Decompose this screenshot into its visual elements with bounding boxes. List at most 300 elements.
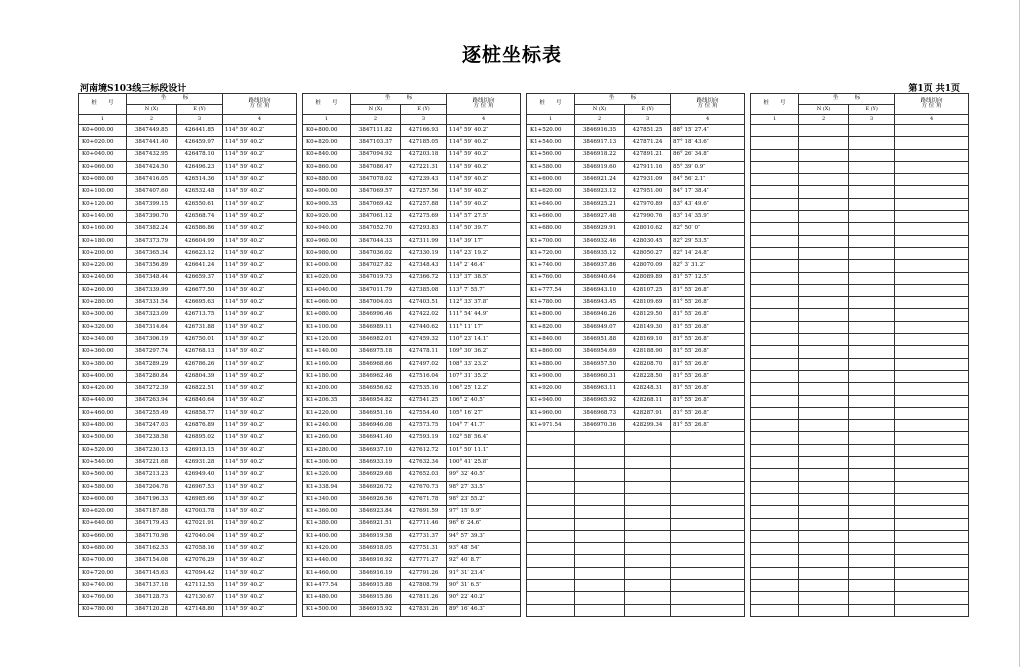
cell-station: K1+840.00 — [527, 334, 575, 346]
cell-station: K1+971.54 — [527, 420, 575, 432]
table-row — [79, 297, 297, 309]
cell-station: K1+338.94 — [303, 481, 351, 493]
cell-station: K1+000.00 — [303, 260, 351, 272]
cell-e: 428287.91 — [625, 407, 671, 419]
table-row — [303, 420, 521, 432]
table-row — [527, 321, 745, 333]
table-row — [751, 321, 969, 333]
cell-e: 427632.34 — [401, 457, 447, 469]
header-index: 3 — [849, 115, 895, 125]
cell-station — [751, 223, 799, 235]
cell-e: 426985.66 — [177, 493, 223, 505]
cell-station: K0+740.00 — [79, 579, 127, 591]
cell-n — [575, 457, 625, 469]
cell-n: 3847052.70 — [351, 223, 401, 235]
cell-station: K0+660.00 — [79, 530, 127, 542]
cell-n: 3846956.62 — [351, 383, 401, 395]
cell-n: 3847238.58 — [127, 432, 177, 444]
cell-station: K0+940.00 — [303, 223, 351, 235]
cell-azimuth: 114° 59′ 40.2″ — [223, 235, 297, 247]
cell-azimuth: 83° 43′ 49.6″ — [671, 198, 745, 210]
header-index: 2 — [351, 115, 401, 125]
cell-station: K0+840.00 — [303, 149, 351, 161]
table-row — [79, 272, 297, 284]
table-row — [751, 457, 969, 469]
cell-e: 427166.93 — [401, 125, 447, 137]
cell-azimuth: 98° 27′ 33.5″ — [447, 481, 521, 493]
cell-station: K0+540.00 — [79, 457, 127, 469]
table-row — [527, 346, 745, 358]
table-row — [303, 370, 521, 382]
cell-e: 427003.78 — [177, 506, 223, 518]
cell-azimuth: 81° 55′ 26.8″ — [671, 321, 745, 333]
cell-n — [799, 592, 849, 604]
cell-azimuth: 114° 39′ 17″ — [447, 235, 521, 247]
cell-station: K1+200.00 — [303, 383, 351, 395]
cell-station: K0+200.00 — [79, 247, 127, 259]
cell-n: 3847061.12 — [351, 211, 401, 223]
cell-azimuth — [895, 358, 969, 370]
cell-n: 3846975.18 — [351, 346, 401, 358]
header-station: 桩 号 — [751, 94, 799, 115]
cell-n — [799, 604, 849, 616]
cell-station: K1+500.00 — [303, 604, 351, 616]
cell-n: 3846932.46 — [575, 235, 625, 247]
cell-n — [799, 395, 849, 407]
cell-e: 428188.90 — [625, 346, 671, 358]
cell-station: K1+060.00 — [303, 297, 351, 309]
cell-n: 3847221.68 — [127, 457, 177, 469]
cell-e: 427221.31 — [401, 161, 447, 173]
header-e: E (Y) — [177, 105, 223, 115]
cell-e: 427040.04 — [177, 530, 223, 542]
cell-station: K1+620.00 — [527, 186, 575, 198]
cell-n: 3847019.73 — [351, 272, 401, 284]
table-row — [751, 370, 969, 382]
cell-e: 427311.99 — [401, 235, 447, 247]
cell-station — [751, 174, 799, 186]
cell-n: 3847407.60 — [127, 186, 177, 198]
cell-station: K0+280.00 — [79, 297, 127, 309]
table-row — [79, 579, 297, 591]
cell-station: K0+160.00 — [79, 223, 127, 235]
cell-station: K0+000.00 — [79, 125, 127, 137]
cell-station: K1+120.00 — [303, 334, 351, 346]
cell-e — [849, 592, 895, 604]
table-row — [527, 395, 745, 407]
table-row — [79, 211, 297, 223]
cell-n: 3846923.12 — [575, 186, 625, 198]
cell-n: 3847306.19 — [127, 334, 177, 346]
cell-azimuth: 114° 59′ 40.2″ — [223, 506, 297, 518]
cell-azimuth — [895, 321, 969, 333]
cell-azimuth: 114° 59′ 40.2″ — [223, 518, 297, 530]
header-n: N (X) — [351, 105, 401, 115]
cell-n: 3847004.03 — [351, 297, 401, 309]
cell-e — [849, 579, 895, 591]
cell-e — [625, 604, 671, 616]
cell-azimuth: 114° 59′ 40.2″ — [223, 493, 297, 505]
cell-e: 426550.61 — [177, 198, 223, 210]
header-azimuth — [447, 94, 521, 115]
table-row — [79, 555, 297, 567]
table-row — [303, 567, 521, 579]
cell-station: K1+740.00 — [527, 260, 575, 272]
cell-e: 426459.97 — [177, 137, 223, 149]
cell-azimuth — [895, 247, 969, 259]
cell-station: K1+440.00 — [303, 555, 351, 567]
cell-e: 426604.99 — [177, 235, 223, 247]
cell-station: K0+080.00 — [79, 174, 127, 186]
cell-station: K1+900.00 — [527, 370, 575, 382]
cell-station — [751, 469, 799, 481]
cell-azimuth: 110° 23′ 14.1″ — [447, 334, 521, 346]
cell-n — [575, 530, 625, 542]
cell-e: 427652.03 — [401, 469, 447, 481]
cell-station — [527, 444, 575, 456]
header-azimuth-line2: 方 位 角 — [697, 103, 718, 109]
table-row — [527, 198, 745, 210]
cell-n — [799, 530, 849, 542]
cell-e: 427970.89 — [625, 198, 671, 210]
cell-e — [625, 530, 671, 542]
cell-azimuth — [895, 309, 969, 321]
cell-e: 426858.77 — [177, 407, 223, 419]
cell-e: 428050.27 — [625, 247, 671, 259]
cell-e: 426876.89 — [177, 420, 223, 432]
cell-azimuth: 114° 59′ 40.2″ — [223, 309, 297, 321]
cell-e — [849, 272, 895, 284]
table-row — [303, 444, 521, 456]
cell-station: K0+720.00 — [79, 567, 127, 579]
cell-n: 3847094.92 — [351, 149, 401, 161]
cell-n: 3847213.23 — [127, 469, 177, 481]
cell-e: 427094.42 — [177, 567, 223, 579]
cell-n: 3846941.40 — [351, 432, 401, 444]
cell-n: 3847137.18 — [127, 579, 177, 591]
cell-e: 428149.30 — [625, 321, 671, 333]
header-azimuth-line2: 方 位 角 — [473, 103, 494, 109]
cell-azimuth: 114° 59′ 40.2″ — [223, 555, 297, 567]
table-row — [79, 432, 297, 444]
cell-azimuth: 114° 59′ 40.2″ — [223, 321, 297, 333]
cell-n — [799, 161, 849, 173]
cell-station: K1+640.00 — [527, 198, 575, 210]
table-row — [303, 235, 521, 247]
cell-n — [799, 297, 849, 309]
cell-azimuth — [671, 469, 745, 481]
cell-azimuth — [895, 370, 969, 382]
cell-azimuth — [671, 579, 745, 591]
cell-azimuth — [671, 555, 745, 567]
cell-e — [849, 211, 895, 223]
cell-n — [799, 235, 849, 247]
cell-azimuth: 81° 55′ 26.8″ — [671, 420, 745, 432]
page-title: 逐桩坐标表 — [461, 44, 562, 66]
cell-e: 428169.10 — [625, 334, 671, 346]
cell-n — [799, 567, 849, 579]
cell-azimuth: 114° 59′ 40.2″ — [447, 186, 521, 198]
table-row — [527, 284, 745, 296]
cell-e: 427911.16 — [625, 161, 671, 173]
table-row — [527, 579, 745, 591]
cell-azimuth: 81° 55′ 26.8″ — [671, 297, 745, 309]
cell-n: 3847339.99 — [127, 284, 177, 296]
table-row — [79, 444, 297, 456]
cell-n: 3847078.02 — [351, 174, 401, 186]
table-row — [79, 604, 297, 616]
cell-e — [849, 530, 895, 542]
cell-azimuth — [671, 530, 745, 542]
cell-azimuth — [671, 457, 745, 469]
table-row — [527, 370, 745, 382]
cell-station: K1+020.00 — [303, 272, 351, 284]
header-station: 桩 号 — [527, 94, 575, 115]
cell-azimuth: 82° 50′ 0″ — [671, 223, 745, 235]
cell-station: K0+700.00 — [79, 555, 127, 567]
table-row — [303, 518, 521, 530]
table-row — [751, 432, 969, 444]
cell-azimuth: 114° 59′ 40.2″ — [447, 161, 521, 173]
cell-n — [799, 125, 849, 137]
cell-e: 427990.76 — [625, 211, 671, 223]
cell-n: 3846916.92 — [351, 555, 401, 567]
header-azimuth-line2: 方 位 角 — [921, 103, 942, 109]
cell-n: 3847441.40 — [127, 137, 177, 149]
cell-station: K1+800.00 — [527, 309, 575, 321]
cell-station: K1+380.00 — [303, 518, 351, 530]
cell-azimuth: 114° 59′ 40.2″ — [223, 223, 297, 235]
header-index: 2 — [575, 115, 625, 125]
table-row — [79, 321, 297, 333]
cell-station — [751, 321, 799, 333]
table-row — [79, 247, 297, 259]
table-row — [527, 604, 745, 616]
cell-station: K1+480.00 — [303, 592, 351, 604]
header-index: 1 — [303, 115, 351, 125]
cell-station: K1+920.00 — [527, 383, 575, 395]
header-azimuth — [223, 94, 297, 115]
cell-azimuth — [671, 444, 745, 456]
table-row — [79, 137, 297, 149]
cell-azimuth — [895, 481, 969, 493]
cell-station: K0+220.00 — [79, 260, 127, 272]
cell-azimuth — [895, 420, 969, 432]
cell-station — [751, 137, 799, 149]
cell-azimuth: 90° 22′ 40.2″ — [447, 592, 521, 604]
cell-e: 426478.10 — [177, 149, 223, 161]
cell-e — [849, 604, 895, 616]
header-coord: 坐 标 — [351, 94, 447, 105]
cell-azimuth: 114° 59′ 40.2″ — [223, 198, 297, 210]
cell-n — [799, 211, 849, 223]
cell-azimuth — [895, 260, 969, 272]
cell-n — [799, 247, 849, 259]
cell-e — [849, 125, 895, 137]
table-row — [303, 481, 521, 493]
cell-n — [799, 543, 849, 555]
cell-n — [799, 334, 849, 346]
header-station: 桩 号 — [303, 94, 351, 115]
cell-e — [849, 260, 895, 272]
cell-n: 3847399.15 — [127, 198, 177, 210]
cell-n: 3846970.36 — [575, 420, 625, 432]
header-index: 2 — [799, 115, 849, 125]
cell-station: K0+820.00 — [303, 137, 351, 149]
table-row — [527, 420, 745, 432]
table-row — [79, 284, 297, 296]
table-row — [527, 469, 745, 481]
table-row — [751, 518, 969, 530]
cell-azimuth — [671, 592, 745, 604]
cell-azimuth: 114° 59′ 40.2″ — [223, 383, 297, 395]
cell-e — [849, 481, 895, 493]
table-row — [527, 432, 745, 444]
table-row — [527, 186, 745, 198]
table-row — [303, 604, 521, 616]
cell-n: 3846989.11 — [351, 321, 401, 333]
cell-e: 426695.63 — [177, 297, 223, 309]
cell-station: K1+340.00 — [303, 493, 351, 505]
cell-n: 3847128.73 — [127, 592, 177, 604]
cell-station: K1+100.00 — [303, 321, 351, 333]
cell-azimuth — [895, 395, 969, 407]
cell-station: K1+600.00 — [527, 174, 575, 186]
table-row — [79, 395, 297, 407]
header-index: 1 — [751, 115, 799, 125]
cell-azimuth — [671, 506, 745, 518]
cell-e: 427257.88 — [401, 198, 447, 210]
cell-e: 428268.11 — [625, 395, 671, 407]
table-row — [751, 383, 969, 395]
cell-station: K0+620.00 — [79, 506, 127, 518]
table-row — [527, 149, 745, 161]
table-row — [79, 530, 297, 542]
cell-e: 427459.32 — [401, 334, 447, 346]
cell-azimuth: 114° 59′ 40.2″ — [223, 137, 297, 149]
cell-station: K1+180.00 — [303, 370, 351, 382]
table-row — [303, 186, 521, 198]
cell-e — [849, 174, 895, 186]
coordinate-table-sheet — [78, 93, 968, 617]
table-row — [303, 346, 521, 358]
cell-azimuth: 81° 55′ 26.8″ — [671, 309, 745, 321]
cell-n: 3846965.92 — [575, 395, 625, 407]
cell-e: 428228.50 — [625, 370, 671, 382]
table-row — [751, 186, 969, 198]
cell-station — [751, 395, 799, 407]
cell-azimuth: 83° 14′ 35.9″ — [671, 211, 745, 223]
table-row — [303, 395, 521, 407]
cell-station — [751, 309, 799, 321]
cell-e: 427257.56 — [401, 186, 447, 198]
cell-station: K0+240.00 — [79, 272, 127, 284]
cell-station — [751, 186, 799, 198]
cell-n: 3847289.29 — [127, 358, 177, 370]
cell-n — [799, 432, 849, 444]
header-coord: 坐 标 — [127, 94, 223, 105]
cell-station — [751, 555, 799, 567]
cell-e: 426731.88 — [177, 321, 223, 333]
cell-n: 3847365.34 — [127, 247, 177, 259]
cell-station: K0+040.00 — [79, 149, 127, 161]
cell-station — [527, 493, 575, 505]
cell-n — [799, 284, 849, 296]
cell-n: 3846915.92 — [351, 604, 401, 616]
cell-station: K1+300.00 — [303, 457, 351, 469]
cell-e — [625, 432, 671, 444]
table-row — [751, 297, 969, 309]
table-row — [79, 481, 297, 493]
cell-e — [849, 493, 895, 505]
table-row — [303, 432, 521, 444]
cell-station: K1+080.00 — [303, 309, 351, 321]
coord-table-block — [526, 93, 745, 617]
cell-n: 3847179.43 — [127, 518, 177, 530]
table-row — [527, 297, 745, 309]
cell-station — [751, 211, 799, 223]
cell-station: K1+780.00 — [527, 297, 575, 309]
cell-azimuth — [895, 432, 969, 444]
cell-e: 427366.72 — [401, 272, 447, 284]
cell-e: 427148.80 — [177, 604, 223, 616]
cell-station: K0+180.00 — [79, 235, 127, 247]
cell-e: 427478.11 — [401, 346, 447, 358]
cell-azimuth: 101° 50′ 11.1″ — [447, 444, 521, 456]
cell-e: 427573.75 — [401, 420, 447, 432]
cell-e — [625, 469, 671, 481]
cell-e: 427076.29 — [177, 555, 223, 567]
cell-azimuth: 86° 26′ 34.8″ — [671, 149, 745, 161]
cell-station: K0+340.00 — [79, 334, 127, 346]
table-row — [79, 420, 297, 432]
cell-n: 3847162.53 — [127, 543, 177, 555]
cell-n: 3846923.84 — [351, 506, 401, 518]
cell-azimuth — [895, 543, 969, 555]
cell-e: 427891.21 — [625, 149, 671, 161]
cell-station: K0+880.00 — [303, 174, 351, 186]
cell-e: 427541.25 — [401, 395, 447, 407]
cell-azimuth: 114° 59′ 40.2″ — [223, 395, 297, 407]
cell-azimuth: 114° 59′ 40.2″ — [223, 247, 297, 259]
cell-n: 3846927.48 — [575, 211, 625, 223]
cell-station — [751, 530, 799, 542]
cell-n: 3846926.72 — [351, 481, 401, 493]
cell-azimuth — [895, 383, 969, 395]
cell-azimuth: 111° 11′ 17″ — [447, 321, 521, 333]
cell-n: 3846951.88 — [575, 334, 625, 346]
cell-n: 3846943.45 — [575, 297, 625, 309]
cell-azimuth: 114° 59′ 40.2″ — [223, 284, 297, 296]
cell-azimuth: 114° 59′ 40.2″ — [223, 457, 297, 469]
cell-n: 3847297.74 — [127, 346, 177, 358]
cell-e — [625, 518, 671, 530]
cell-station — [751, 579, 799, 591]
table-row — [79, 506, 297, 518]
cell-n: 3847424.50 — [127, 161, 177, 173]
cell-azimuth — [895, 174, 969, 186]
cell-e: 426786.26 — [177, 358, 223, 370]
cell-n: 3846962.46 — [351, 370, 401, 382]
cell-e — [849, 186, 895, 198]
cell-e: 427422.02 — [401, 309, 447, 321]
cell-station — [751, 346, 799, 358]
table-row — [751, 395, 969, 407]
table-row — [79, 358, 297, 370]
cell-n: 3847086.47 — [351, 161, 401, 173]
cell-e — [849, 358, 895, 370]
cell-station: K0+500.00 — [79, 432, 127, 444]
